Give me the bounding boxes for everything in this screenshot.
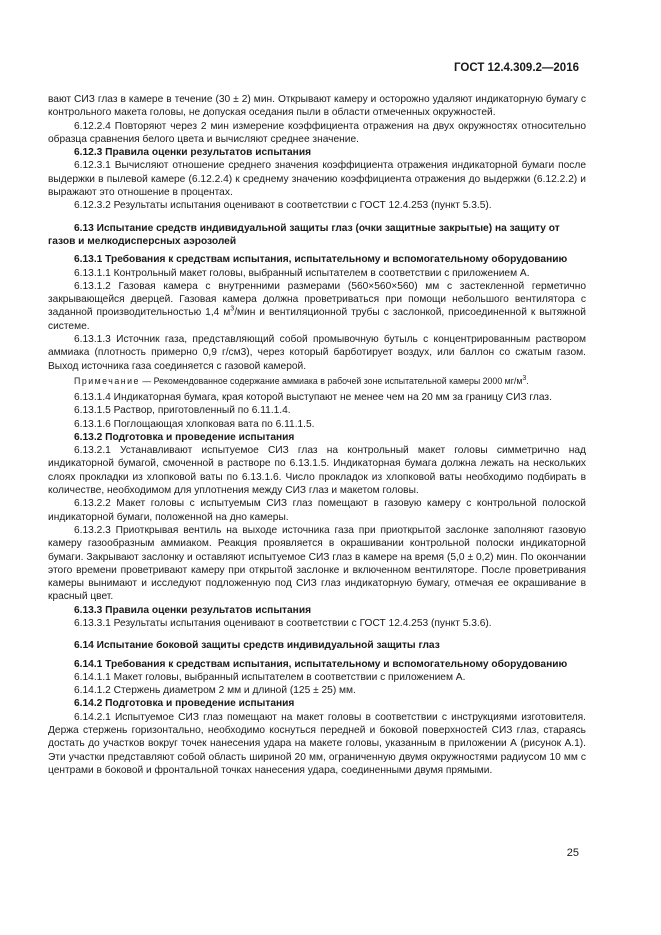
document-header: ГОСТ 12.4.309.2—2016 (454, 62, 579, 74)
section-heading: 6.14 Испытание боковой защиты средств индивидуальной защиты глаз (74, 640, 440, 652)
paragraph: 6.14.1.2 Стержень диаметром 2 мм и длиной (125 ± 25) мм. (74, 685, 356, 697)
page-number: 25 (566, 847, 579, 859)
paragraph-text: /мин и вентиляционной трубы с заслонкой, присоединенной к вытяжной системе. (48, 307, 586, 332)
document-body (48, 93, 586, 777)
paragraph: 6.13.1.1 Контрольный макет головы, выбранный испытателем в соответствии с приложением А. (74, 267, 530, 279)
paragraph: 6.13.1.5 Раствор, приготовленный по 6.11.1.4. (74, 405, 291, 417)
paragraph: 6.13.2.2 Макет головы с испытуемым СИЗ глаз помещают в газовую камеру с контрольной полоской индикаторной бумаги, положенной на дно камеры. (48, 498, 586, 523)
subsection-heading: 6.13.3 Правила оценки результатов испытания (74, 604, 312, 616)
paragraph: 6.12.2.4 Повторяют через 2 мин измерение коэффициента отражения на двух окружностях относительно образца сравнения белого цвета и вычисляют среднее значение. (48, 120, 586, 145)
paragraph: 6.13.2.3 Приоткрывая вентиль на выходе источника газа при приоткрытой заслонке заполняют газовую камеру газообразным аммиаком. Реакция проявляется в окрашивании контрольной полоски индикаторной бумаги. Закрывают заслонку и оставляют испытуемое СИЗ глаз в камере на время (5,0 ± 0,2) мин. По окончании этого времени проветривают камеру при открытой заслонке и включенном вентиляторе. После проветривания камеры вынимают и исследуют подложенную под СИЗ глаз индикаторную бумагу, отмечая ее окрашивание в красный цвет. (48, 524, 586, 603)
subsection-heading: 6.13.2 Подготовка и проведение испытания (74, 431, 295, 443)
subsection-heading: 6.14.2 Подготовка и проведение испытания (74, 698, 295, 710)
subsection-heading: 6.13.1 Требования к средствам испытания, испытательному и вспомогательному оборудованию (74, 254, 568, 266)
note (48, 375, 586, 387)
paragraph: 6.13.1.4 Индикаторная бумага, края которой выступают не менее чем на 20 мм за границу СИЗ глаз. (74, 391, 552, 403)
paragraph: 6.14.2.1 Испытуемое СИЗ глаз помещают на макет головы в соответствии с инструкциями изготовителя. Держа стержень горизонтально, необходимо коснуться передней и боковой поверхностей СИЗ глаз, стараясь достать до участков вокруг точек нанесения удара на макете головы, указанным в приложении А (рисунок А.1). Эти участки представляют собой область шириной 20 мм, ограниченную двумя окружностями радиусом 10 мм с центрами в боковой и фронтальной точках нанесения удара, соединенными двумя прямыми. (48, 711, 586, 776)
subsection-heading: 6.14.1 Требования к средствам испытания, испытательному и вспомогательному оборудованию (74, 658, 568, 670)
superscript: 3 (522, 375, 527, 383)
paragraph-text: 6.13.1.2 Газовая камера с внутренними размерами (560×560×560) мм с застекленной герметично закрывающейся дверцей. Газовая камера должна проветриваться при помощи небольшого вентилятора с заданной производительностью 1,4 м (48, 280, 586, 319)
paragraph: 6.12.3.1 Вычисляют отношение среднего значения коэффициента отражения индикаторной бумаги после выдержки в пылевой камере (6.12.2.4) к среднему значению коэффициента отражения до выдержки (6.12.2.2) и выражают это отношение в процентах. (48, 160, 586, 199)
section-heading: 6.13 Испытание средств индивидуальной защиты глаз (очки защитные закрытые) на защиту от газов и мелкодисперсных аэрозолей (48, 222, 560, 247)
paragraph: 6.12.3.2 Результаты испытания оценивают в соответствии с ГОСТ 12.4.253 (пункт 5.3.5). (74, 200, 492, 212)
paragraph: 6.13.2.1 Устанавливают испытуемое СИЗ глаз на контрольный макет головы симметрично над индикаторной бумагой, смоченной в растворе по 6.13.1.5. Индикаторная бумага должна лежать на нескольких слоях прокладки из хлопковой ваты по 6.13.1.6. Число прокладок из хлопковой ваты необходимо подбирать в количестве, необходимом для уплотнения между СИЗ глаз и макетом головы. (48, 445, 586, 497)
note-label: Примечание (74, 375, 140, 386)
subsection-heading: 6.12.3 Правила оценки результатов испытания (74, 147, 312, 159)
paragraph: 6.13.3.1 Результаты испытания оценивают в соответствии с ГОСТ 12.4.253 (пункт 5.3.6). (74, 617, 492, 629)
superscript: 3 (230, 306, 235, 314)
note-text: . (526, 375, 529, 386)
paragraph (48, 280, 586, 333)
paragraph: вают СИЗ глаз в камере в течение (30 ± 2) мин. Открывают камеру и осторожно удаляют индикаторную бумагу с контрольного макета головы, не допуская оседания пыли в области отмеченных окружностей. (48, 94, 586, 119)
note-text: — Рекомендованное содержание аммиака в рабочей зоне испытательной камеры 2000 мг/м (139, 375, 523, 386)
paragraph: 6.13.1.6 Поглощающая хлопковая вата по 6.11.1.5. (74, 418, 315, 430)
paragraph: 6.14.1.1 Макет головы, выбранный испытателем в соответствии с приложением А. (74, 671, 466, 683)
paragraph: 6.13.1.3 Источник газа, представляющий собой промывочную бутыль с концентрированным раствором аммиака (плотность примерно 0,9 г/см3), через который барботирует воздух, или баллон со сжатым газом. Выход источника газа соединяется с газовой камерой. (48, 334, 586, 372)
